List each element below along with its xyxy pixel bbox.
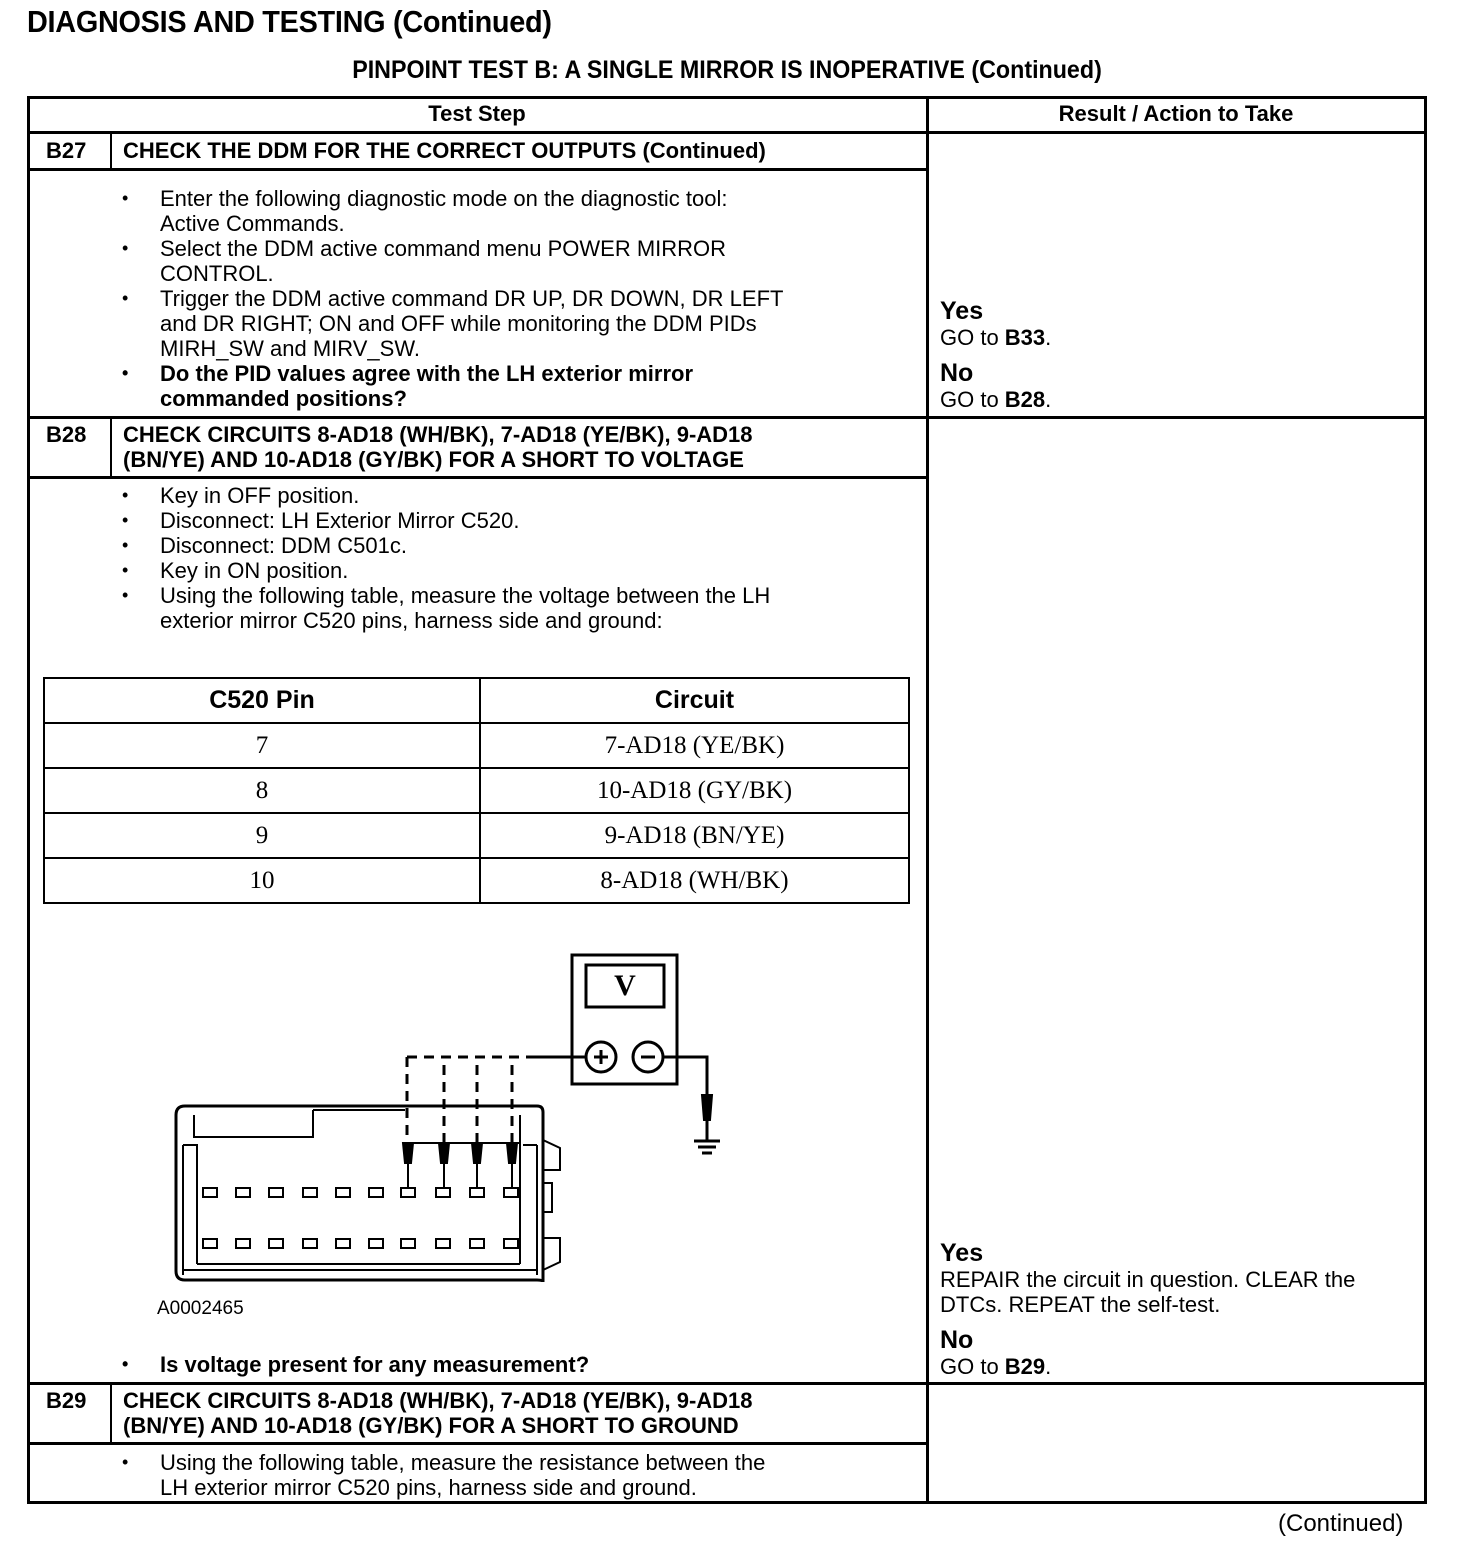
pinpoint-test-title: PINPOINT TEST B: A SINGLE MIRROR IS INOPERATIVE (Continued) [352, 56, 1103, 84]
step-b29-instructions [118, 1450, 765, 1500]
yes-label: Yes [940, 297, 984, 325]
bullet-question: • Is voltage present for any measurement? [118, 1352, 589, 1377]
step-b28-instructions [118, 483, 770, 633]
circuit-cell: 7-AD18 (YE/BK) [480, 723, 909, 768]
circuit-cell: 9-AD18 (BN/YE) [480, 813, 909, 858]
continued-footer: (Continued) [1278, 1510, 1404, 1537]
yes-action: REPAIR the circuit in question. CLEAR the DTCs. REPEAT the self-test. [940, 1267, 1356, 1317]
pin-cell: 9 [44, 813, 480, 858]
step-title-b28: CHECK CIRCUITS 8-AD18 (WH/BK), 7-AD18 (YE/BK), 9-AD18 (BN/YE) AND 10-AD18 (GY/BK) FOR A SHORT TO VOLTAGE [123, 422, 753, 472]
table-row [44, 768, 909, 813]
no-action: GO to B28. [940, 387, 1052, 412]
table-row [44, 858, 909, 903]
column-divider [926, 96, 929, 1504]
step-b27-results [940, 298, 1051, 422]
bullet-item: • Select the DDM active command menu POWER MIRROR CONTROL. [118, 236, 783, 286]
header-test-step: Test Step [428, 101, 526, 126]
circuit-cell: 8-AD18 (WH/BK) [480, 858, 909, 903]
bullet-item: • Key in ON position. [118, 558, 770, 583]
step-b28-results [940, 1240, 1355, 1389]
bullet-item: • Disconnect: LH Exterior Mirror C520. [118, 508, 770, 533]
bullet-item: • Disconnect: DDM C501c. [118, 533, 770, 558]
table-row [44, 723, 909, 768]
pin-cell: 10 [44, 858, 480, 903]
goto-link-b33[interactable]: B33 [1004, 325, 1046, 350]
svg-text:V: V [614, 969, 636, 1002]
step-b28-question [118, 1352, 589, 1377]
step-title-b27: CHECK THE DDM FOR THE CORRECT OUTPUTS (Continued) [123, 138, 766, 163]
bullet-question: • Do the PID values agree with the LH exterior mirror commanded positions? [118, 361, 783, 411]
step-id-b28: B28 [46, 422, 87, 447]
bullet-item: • Using the following table, measure the voltage between the LH exterior mirror C520 pins, harness side and ground: [118, 583, 770, 633]
figure-id: A0002465 [157, 1298, 244, 1319]
c520-pin-table [43, 677, 910, 904]
goto-link-b28[interactable]: B28 [1004, 387, 1046, 412]
pin-column-header: C520 Pin [44, 678, 480, 723]
page-title: DIAGNOSIS AND TESTING (Continued) [27, 4, 552, 39]
pin-cell: 7 [44, 723, 480, 768]
goto-link-b29[interactable]: B29 [1004, 1354, 1046, 1379]
yes-label: Yes [940, 1239, 984, 1267]
step-b27-instructions [118, 186, 783, 411]
no-label: No [940, 359, 974, 387]
step-title-b29: CHECK CIRCUITS 8-AD18 (WH/BK), 7-AD18 (YE/BK), 9-AD18 (BN/YE) AND 10-AD18 (GY/BK) FOR A SHORT TO GROUND [123, 1388, 753, 1438]
header-result-action: Result / Action to Take [1058, 101, 1294, 126]
yes-action: GO to B33. [940, 325, 1052, 350]
bullet-item: • Enter the following diagnostic mode on the diagnostic tool: Active Commands. [118, 186, 783, 236]
bullet-item: • Using the following table, measure the resistance between the LH exterior mirror C520 pins, harness side and ground. [118, 1450, 765, 1500]
no-label: No [940, 1326, 974, 1354]
circuit-column-header: Circuit [480, 678, 909, 723]
table-row [44, 813, 909, 858]
circuit-cell: 10-AD18 (GY/BK) [480, 768, 909, 813]
bullet-item: • Trigger the DDM active command DR UP, DR DOWN, DR LEFT and DR RIGHT; ON and OFF while monitoring the DDM PIDs MIRH_SW and MIRV_SW. [118, 286, 783, 361]
no-action: GO to B29. [940, 1354, 1052, 1379]
pin-cell: 8 [44, 768, 480, 813]
bullet-item: • Key in OFF position. [118, 483, 770, 508]
step-id-b29: B29 [46, 1388, 87, 1413]
step-id-b27: B27 [46, 138, 87, 163]
